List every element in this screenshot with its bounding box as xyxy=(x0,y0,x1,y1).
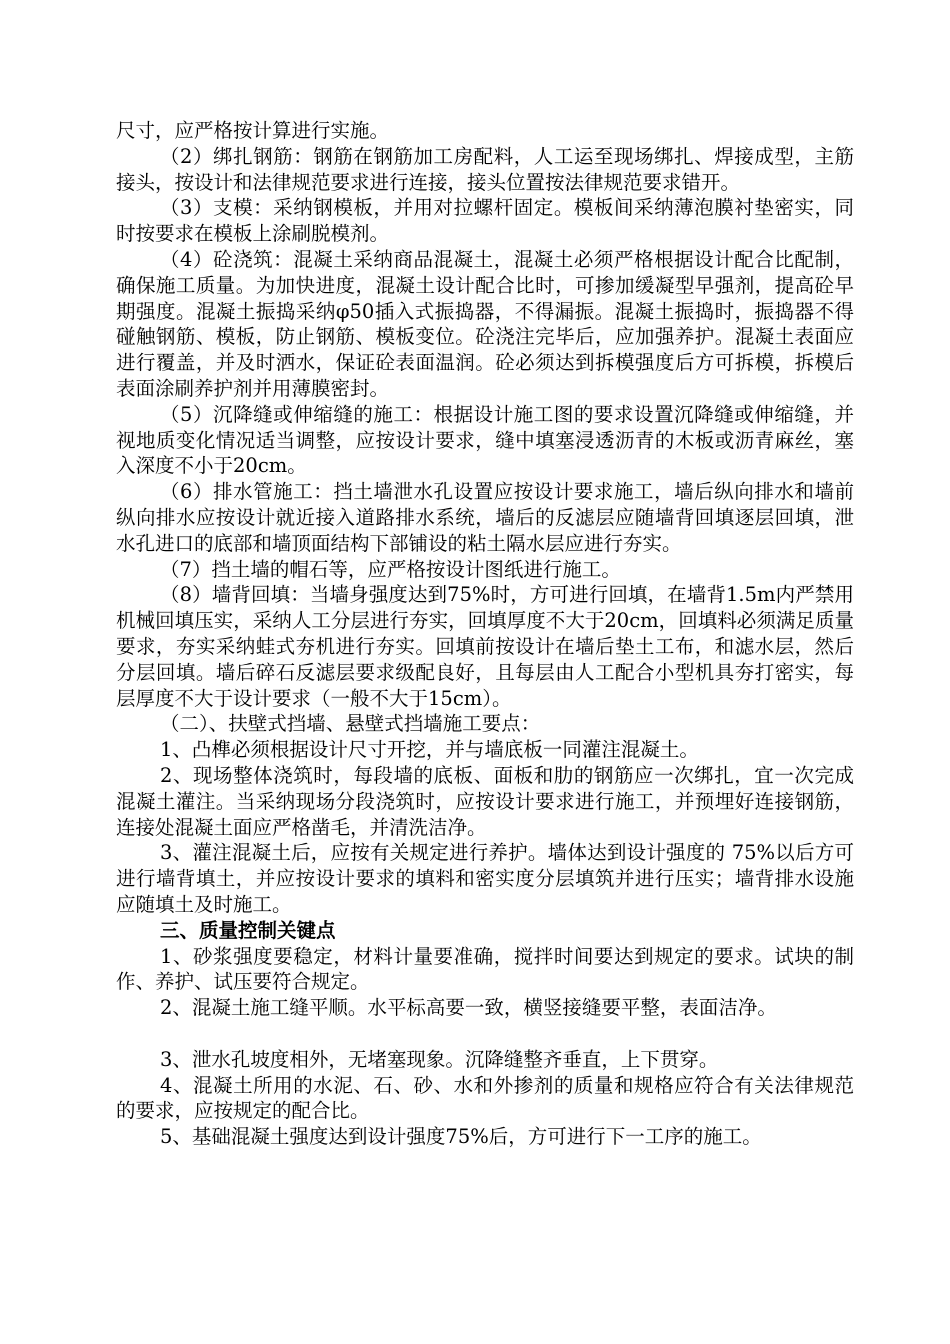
list-item-foundation-strength: 5、基础混凝土强度达到设计强度75%后，方可进行下一工序的施工。 xyxy=(160,1125,762,1149)
list-item-curing: 3、灌注混凝土后，应按有关规定进行养护。墙体达到设计强度的 75%以后方可进行墙背填土，并应按设计要求的填料和密实度分层填筑并进行压实；墙背排水设施应随填土及时施工。 xyxy=(116,841,854,916)
section-heading-quality-control: 三、质量控制关键点 xyxy=(160,918,336,942)
blank-line xyxy=(116,1021,854,1047)
body-text xyxy=(116,118,854,1150)
paragraph-rebar-binding: （2）绑扎钢筋：钢筋在钢筋加工房配料，人工运至现场绑扎、焊接成型，主筋接头，按设计和法律规范要求进行连接，接头位置按法律规范要求错开。 xyxy=(116,144,854,194)
paragraph-concrete-pouring: （4）砼浇筑：混凝土采纳商品混凝土，混凝土必须严格根据设计配合比配制，确保施工质量。为加快进度，混凝土设计配合比时，可掺加缓凝型早强剂，提高砼早期强度。混凝土振捣采纳φ50插入式振捣器，不得漏振。混凝土振捣时，振捣器不得碰触钢筋、模板，防止钢筋、模板变位。砼浇注完毕后，应加强养护。混凝土表面应进行覆盖，并及时洒水，保证砼表面温润。砼必须达到拆模强度后方可拆模，拆模后表面涂刷养护剂并用薄膜密封。 xyxy=(116,247,854,400)
paragraph-formwork: （3）支模：采纳钢模板，并用对拉螺杆固定。模板间采纳薄泡膜衬垫密实，同时按要求在模板上涂刷脱模剂。 xyxy=(116,196,854,246)
list-item-mortar-strength: 1、砂浆强度要稳定，材料计量要准确，搅拌时间要达到规定的要求。试块的制作、养护、试压要符合规定。 xyxy=(116,944,854,994)
list-item-materials: 4、混凝土所用的水泥、石、砂、水和外掺剂的质量和规格应符合有关法律规范的要求，应按规定的配合比。 xyxy=(116,1073,854,1123)
list-item-construction-joint: 2、混凝土施工缝平顺。水平标高要一致，横竖接缝要平整，表面洁净。 xyxy=(160,996,777,1020)
list-item-shear-key: 1、凸榫必须根据设计尺寸开挖，并与墙底板一同灌注混凝土。 xyxy=(160,738,699,762)
paragraph-continued-size: 尺寸，应严格按计算进行实施。 xyxy=(116,119,390,142)
section-heading-counterfort-wall: （二）、扶壁式挡墙、悬壁式挡墙施工要点： xyxy=(160,712,541,736)
paragraph-drainage-pipe: （6）排水管施工：挡土墙泄水孔设置应按设计要求施工，墙后纵向排水和墙前纵向排水应按设计就近接入道路排水系统，墙后的反滤层应随墙背回填逐层回填，泄水孔进口的底部和墙顶面结构下部铺设的粘土隔水层应进行夯实。 xyxy=(116,480,854,555)
paragraph-coping-stone: （7）挡土墙的帽石等，应严格按设计图纸进行施工。 xyxy=(160,557,621,581)
paragraph-backfill: （8）墙背回填：当墙身强度达到75%时，方可进行回填，在墙背1.5m内严禁用机械回填压实，采纳人工分层进行夯实，回填厚度不大于20cm，回填料必须满足质量要求，夯实采纳蛙式夯机进行夯实。回填前按设计在墙后垫土工布，和滤水层，然后分层回填。墙后碎石反滤层要求级配良好，且每层由人工配合小型机具夯打密实，每层厚度不大于设计要求（一般不大于15cm）。 xyxy=(116,583,854,710)
list-item-integral-casting: 2、现场整体浇筑时，每段墙的底板、面板和肋的钢筋应一次绑扎，宜一次完成混凝土灌注。当采纳现场分段浇筑时，应按设计要求进行施工，并预埋好连接钢筋，连接处混凝土面应严格凿毛，并清洗洁净。 xyxy=(116,763,854,839)
paragraph-settlement-joint: （5）沉降缝或伸缩缝的施工：根据设计施工图的要求设置沉降缝或伸缩缝，并视地质变化情况适当调整，应按设计要求，缝中填塞浸透沥青的木板或沥青麻丝，塞入深度不小于20cm。 xyxy=(116,402,854,478)
list-item-weep-hole: 3、泄水孔坡度相外，无堵塞现象。沉降缝整齐垂直，上下贯穿。 xyxy=(160,1047,719,1071)
